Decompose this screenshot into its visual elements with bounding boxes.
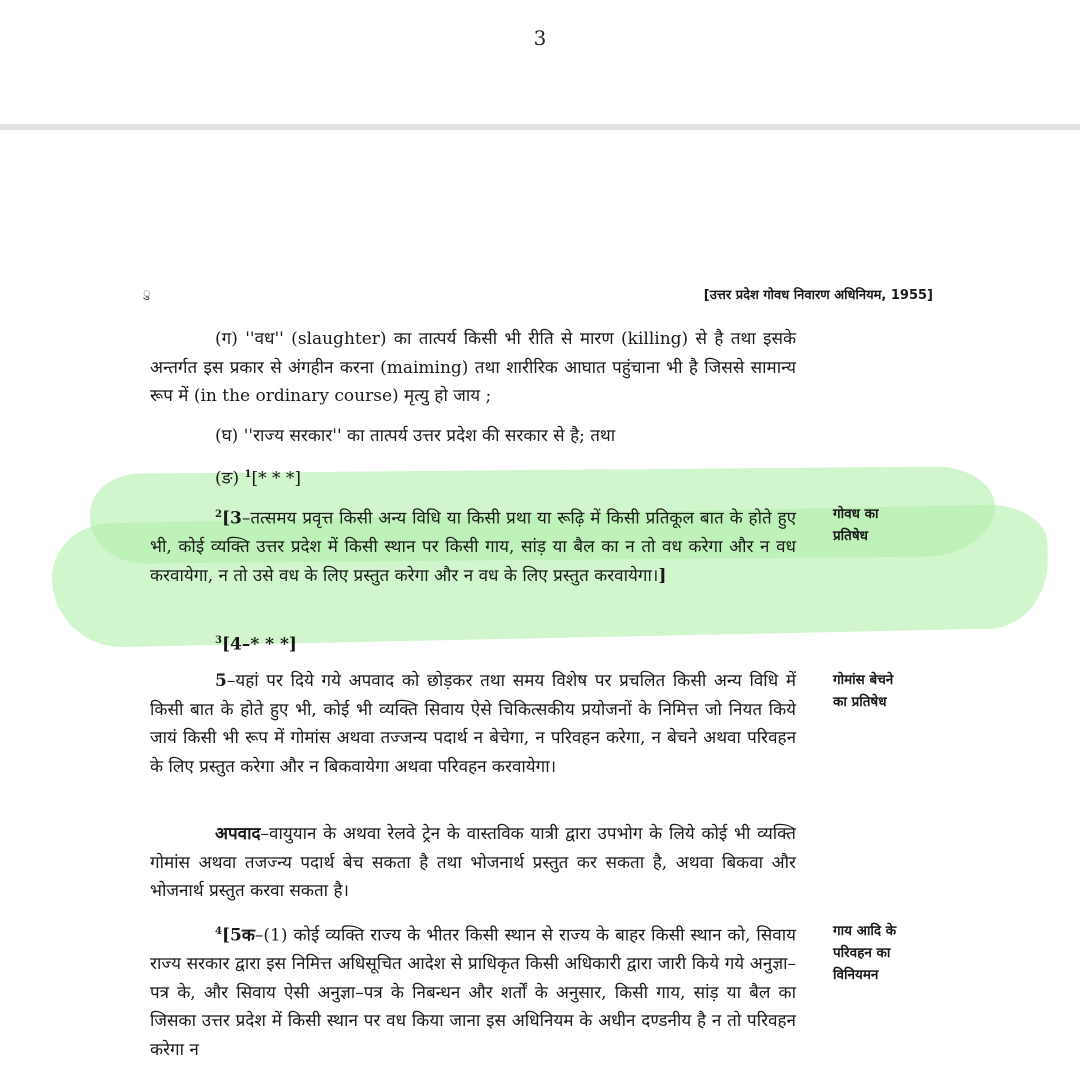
margin-note-line: गोवध का [833, 506, 879, 522]
running-head-mark: ु [143, 286, 151, 301]
margin-note-section-5ka [833, 920, 938, 986]
clause-nga [150, 461, 796, 493]
exception-head: अपवाद [215, 824, 261, 844]
margin-note-line: परिवहन का [833, 945, 891, 961]
page-divider [0, 124, 1080, 130]
running-head-title: [उत्तर प्रदेश गोवध निवारण अधिनियम, 1955] [703, 288, 933, 303]
exception-text: –वायुयान के अथवा रेलवे ट्रेन के वास्तविक यात्री द्वारा उपभोग के लिये कोई भी व्यक्ति गोमांस अथवा तजज्न्य पदार्थ बेच सकता है तथा भोजनार्थ प्रस्तुत कर सकता है, अथवा बिकवा और भोजनार्थ प्रस्तुत करवा सकता है। [150, 824, 796, 902]
margin-note-line: प्रतिषेध [833, 528, 868, 544]
margin-note-section-3 [833, 503, 938, 547]
section-number: [5क [221, 925, 255, 946]
margin-note-section-5 [833, 669, 938, 713]
section-number: 5 [215, 671, 227, 691]
section-number: [4 [221, 634, 242, 655]
section-text: –तत्समय प्रवृत्त किसी अन्य विधि या किसी प्रथा या रूढ़ि में किसी प्रतिकूल बात के होते हुए भी, कोई व्यक्ति उत्तर प्रदेश में किसी स्थान पर किसी गाय, सांड़ या बैल का न तो वध करेगा और न वध करवायेगा, न तो उसे वध के लिए प्रस्तुत करेगा और न वध के लिए प्रस्तुत करवायेगा। [150, 508, 796, 586]
section-text: –* * *] [241, 634, 297, 655]
clause-marker: (ग) [215, 329, 238, 349]
clause-gha [150, 422, 796, 451]
margin-note-line: विनियमन [833, 967, 879, 983]
page-number: 3 [533, 26, 547, 50]
clause-text: ''राज्य सरकार'' का तात्पर्य उत्तर प्रदेश की सरकार से है; तथा [243, 426, 616, 446]
clause-marker: (ङ) [215, 468, 240, 489]
margin-note-line: गोमांस बेचने [833, 672, 894, 688]
clause-text: [* * *] [251, 468, 302, 489]
section-4 [150, 627, 796, 659]
clause-marker: (घ) [215, 426, 239, 446]
footnote-ref: 4 [215, 926, 222, 937]
margin-note-line: गाय आदि के [833, 923, 897, 939]
section-close: ] [658, 565, 667, 586]
footnote-ref: 3 [215, 635, 222, 646]
footnote-ref: 2 [215, 509, 222, 520]
section-number: [3 [221, 508, 242, 529]
section-text: –यहां पर दिये गये अपवाद को छोड़कर तथा समय विशेष पर प्रचलित किसी अन्य विधि में किसी बात के होते हुए भी, कोई भी व्यक्ति सिवाय ऐसे चिकित्सकीय प्रयोजनों के निमित्त जो नियत किये जायं किसी भी रूप में गोमांस अथवा तज्जन्य पदार्थ न बेचेगा, न परिवहन करेगा, न बेचने अथवा परिवहन के लिए प्रस्तुत करेगा और न बिकवायेगा अथवा परिवहन करवायेगा। [150, 671, 796, 777]
exception-paragraph [150, 820, 796, 906]
section-text: –(1) कोई व्यक्ति राज्य के भीतर किसी स्थान से राज्य के बाहर किसी स्थान को, सिवाय राज्य सरकार द्वारा इस निमित्त अधिसूचित आदेश से प्राधिकृत किसी अधिकारी द्वारा जारी किये गये अनुज्ञा–पत्र के, और सिवाय ऐसी अनुज्ञा–पत्र के निबन्धन और शर्तों के अनुसार, किसी गाय, सांड़ या बैल का जिसका उत्तर प्रदेश में किसी स्थान पर वध किया जाना इस अधिनियम के अधीन दण्डनीय है न तो परिवहन करेगा न [150, 925, 796, 1061]
section-5 [150, 667, 796, 781]
section-3 [150, 501, 796, 590]
footnote-ref: 1 [244, 469, 252, 480]
clause-ga [150, 325, 796, 411]
margin-note-line: का प्रतिषेध [833, 694, 887, 710]
clause-text: ''वध'' (slaughter) का तात्पर्य किसी भी रीति से मारण (killing) से है तथा इसके अन्तर्गत इस प्रकार से अंगहीन करना (maiming) तथा शारीरिक आघात पहुंचाना भी है जिससे सामान्य रूप में (in the ordinary course) मृत्यु हो जाय ; [150, 329, 797, 407]
